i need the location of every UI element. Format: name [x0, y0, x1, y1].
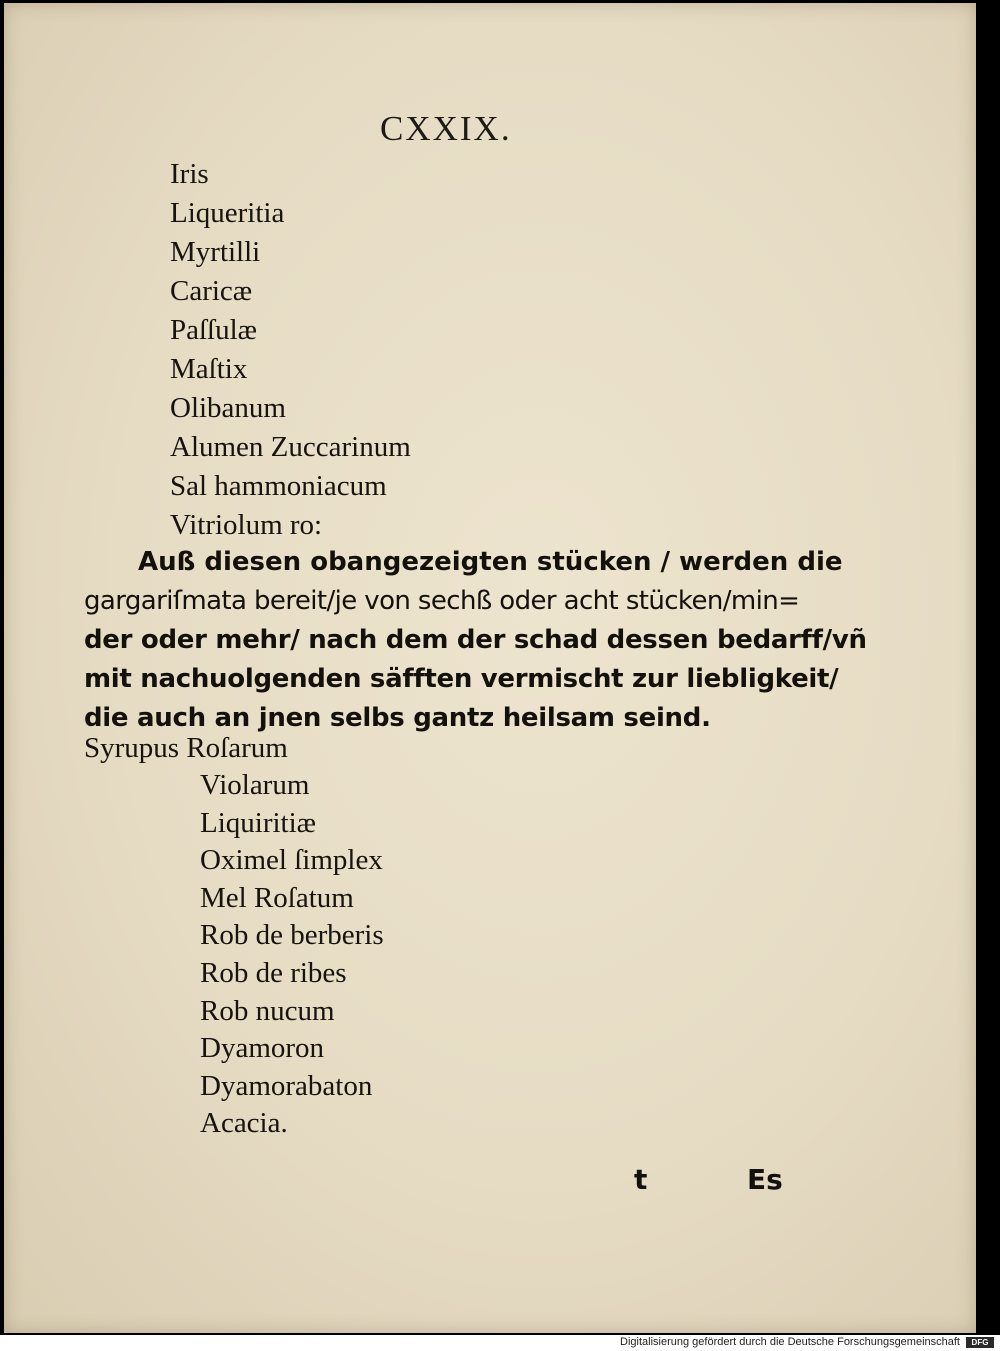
list-item: Mel Roſatum [200, 881, 354, 914]
paragraph-line: mit nachuolgenden säfften vermischt zur liebligkeit/ [84, 664, 839, 694]
list-item: Caricæ [170, 275, 253, 307]
paragraph-line: die auch an jnen selbs gantz heilsam seind. [84, 703, 711, 733]
list-item: Oximel ſimplex [200, 844, 383, 877]
signature-mark: t [634, 1163, 648, 1196]
list-item: Dyamoron [200, 1032, 325, 1065]
footer-bar [0, 1335, 1000, 1351]
list-item: Dyamorabaton [200, 1069, 373, 1102]
list-item: Olibanum [170, 392, 286, 424]
list-item: Iris [170, 158, 209, 190]
list-item: Maſtix [170, 353, 248, 385]
dfg-logo-icon: DFG [966, 1337, 994, 1348]
body-paragraph [84, 543, 867, 738]
list-item: Liquiritiæ [200, 806, 316, 839]
paragraph-line: Auß diesen obangezeigten stücken / werden die [138, 547, 843, 577]
list-item: Alumen Zuccarinum [170, 431, 411, 463]
list-item: Rob de ribes [200, 956, 347, 989]
footer-credit: Digitalisierung gefördert durch die Deutsche Forschungsgemeinschaft [620, 1336, 960, 1348]
list-item: Acacia. [200, 1107, 288, 1140]
list-item: Sal hammoniacum [170, 470, 387, 502]
list-item: Paſſulæ [170, 314, 258, 346]
list-item: Violarum [200, 769, 310, 801]
syrup-heading: Syrupus Roſarum [84, 732, 288, 764]
list-item: Myrtilli [170, 236, 261, 268]
catchword: Es [747, 1163, 783, 1196]
paragraph-line: gargariſmata bereit/je von sechß oder acht stücken/min= [84, 586, 800, 616]
page-number: CXXIX. [380, 109, 512, 148]
list-item: Liqueritia [170, 197, 285, 229]
ingredient-list [170, 155, 411, 545]
scan-edge [976, 0, 1000, 1335]
list-item: Rob de berberis [200, 919, 384, 952]
book-page [4, 3, 976, 1333]
syrup-list [200, 767, 384, 1143]
paragraph-line: der oder mehr/ nach dem der schad dessen bedarff/vñ [84, 625, 867, 655]
list-item: Vitriolum ro: [170, 509, 323, 541]
list-item: Rob nucum [200, 994, 335, 1027]
